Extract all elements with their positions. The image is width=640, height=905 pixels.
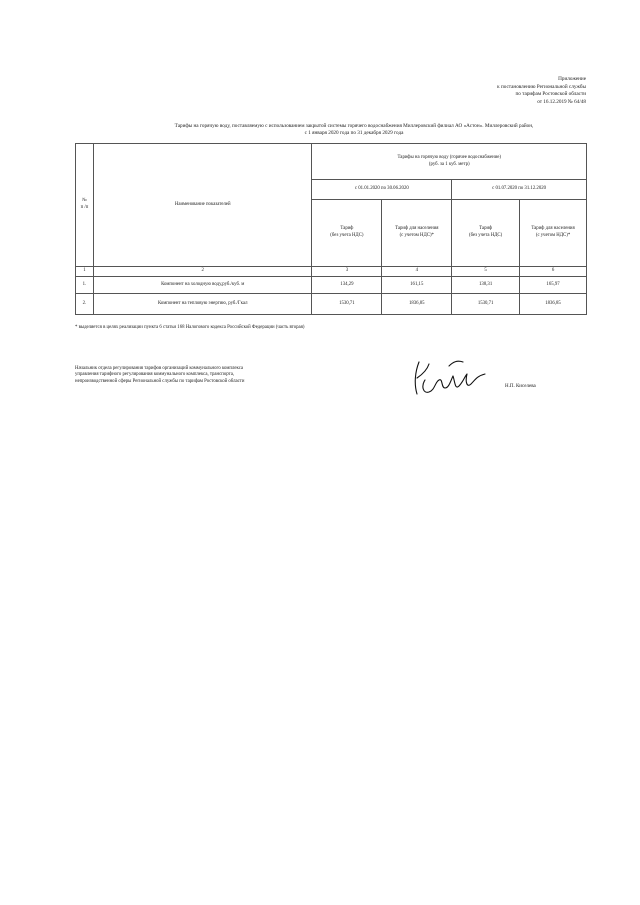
table-row [76, 294, 587, 315]
row-value: 1530,71 [452, 294, 520, 315]
appendix-line: по тарифам Ростовской области [515, 91, 586, 98]
row-num: 2. [76, 294, 94, 315]
row-value: 165,97 [520, 277, 587, 294]
header-col-5: Тариф (без учета НДС) [452, 200, 520, 267]
row-name: Компонент на холодную воду,руб./куб. м [93, 277, 312, 294]
title-line: Тарифы на горячую воду, поставляемую с использованием закрытой системы горячего водоснабжения Миллеровский филиал АО «Астон». Миллеровский район, [174, 123, 534, 129]
table-header-row [76, 144, 587, 180]
appendix-line: к постановлению Региональной службы [497, 83, 586, 90]
appendix-block [497, 76, 586, 106]
row-num: 1. [76, 277, 94, 294]
row-value: 134,29 [312, 277, 382, 294]
table-index-row [76, 267, 587, 277]
table-row [76, 277, 587, 294]
signature-icon [405, 352, 490, 404]
header-col-3: Тариф (без учета НДС) [312, 200, 382, 267]
header-period-2: с 01.07.2020 по 31.12.2020 [452, 180, 587, 200]
footnote: * выделяется в целях реализации пункта 6 статьи 168 Налогового кодекса Российской Федерации (часть вторая) [75, 325, 305, 330]
signatory-name: Н.П. Киселева [505, 384, 536, 389]
row-name: Компонент на тепловую энергию, руб./Гкал [93, 294, 312, 315]
tariff-table [75, 143, 587, 315]
document-title [72, 123, 636, 138]
row-value: 161,15 [382, 277, 452, 294]
header-group: Тарифы на горячую воду (горячее водоснабжение) (руб. за 1 куб. метр) [312, 144, 587, 180]
title-period: с 1 января 2020 года по 31 декабря 2029 года [304, 130, 404, 137]
index-cell: 6 [520, 267, 587, 277]
position-line: Начальник отдела регулирования тарифов организаций коммунального комплекса [75, 366, 244, 371]
index-cell: 1 [76, 267, 94, 277]
index-cell: 2 [93, 267, 312, 277]
header-col-6: Тариф для населения (с учетом НДС)* [520, 200, 587, 267]
index-cell: 4 [382, 267, 452, 277]
row-value: 1836,85 [382, 294, 452, 315]
header-name: Наименование показателей [93, 144, 312, 267]
index-cell: 5 [452, 267, 520, 277]
signatory-position [75, 366, 244, 385]
index-cell: 3 [312, 267, 382, 277]
position-line: непроизводственной сферы Региональной службы по тарифам Ростовской области [75, 378, 245, 384]
row-value: 138,31 [452, 277, 520, 294]
appendix-line: от 16.12.2019 № 64/48 [537, 98, 586, 105]
header-period-1: с 01.01.2020 по 30.06.2020 [312, 180, 452, 200]
row-value: 1530,71 [312, 294, 382, 315]
header-col-4: Тариф для населения (с учетом НДС)* [382, 200, 452, 267]
position-line: управления тарифного регулирования коммунального комплекса, транспорта, [75, 372, 235, 378]
appendix-line: Приложение [558, 76, 586, 82]
header-num: № п /п [76, 144, 94, 267]
row-value: 1836,85 [520, 294, 587, 315]
